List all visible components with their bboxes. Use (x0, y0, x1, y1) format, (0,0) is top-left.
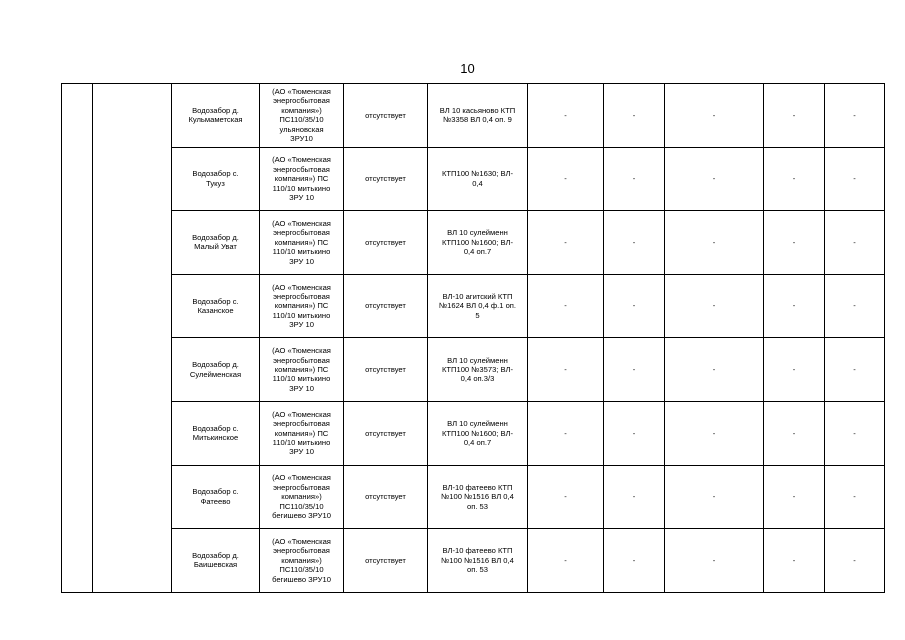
infrastructure-table (61, 83, 885, 593)
dash-cell: - (764, 147, 825, 211)
supplier-line: ПС110/35/10 (279, 115, 324, 125)
supplier-line: энергосбытовая (273, 164, 330, 174)
power-line-cell (428, 211, 528, 275)
dash-cell: - (665, 274, 764, 338)
power-line-line: оп. 53 (466, 501, 488, 511)
dash-cell: - (604, 529, 665, 593)
dash-cell: - (528, 147, 604, 211)
status-cell: отсутствует (344, 211, 428, 275)
dash-cell: - (604, 274, 665, 338)
status-cell: отсутствует (344, 401, 428, 465)
dash-cell: - (528, 465, 604, 529)
dash-cell: - (825, 401, 885, 465)
dash-cell: - (604, 401, 665, 465)
supplier-line: компания») ПС (274, 301, 329, 311)
power-line-line: ВЛ 10 сулейменн (447, 355, 508, 365)
supplier-line: компания») ПС (274, 174, 329, 184)
dash-cell: - (764, 465, 825, 529)
supplier-line: ЗРУ 10 (289, 256, 314, 266)
dash-cell: - (764, 338, 825, 402)
dash-cell: - (665, 465, 764, 529)
table-row (62, 401, 885, 465)
dash-cell: - (604, 211, 665, 275)
supplier-line: (АО «Тюменская (272, 87, 331, 97)
supplier-cell (260, 338, 344, 402)
supplier-cell (260, 84, 344, 148)
supplier-line: компания») ПС (274, 428, 329, 438)
power-line-line: №100 №1516 ВЛ 0,4 (441, 555, 514, 565)
power-line-cell (428, 529, 528, 593)
power-line-line: ВЛ-10 агитский КТП (442, 291, 513, 301)
power-line-line: КТП100 №1630; ВЛ- (441, 169, 514, 179)
table-row (62, 147, 885, 211)
dash-cell: - (528, 84, 604, 148)
power-line-line: 0,4 (472, 178, 483, 188)
table-row (62, 529, 885, 593)
table-row (62, 211, 885, 275)
dash-cell: - (528, 338, 604, 402)
object-cell (172, 338, 260, 402)
object-cell (172, 274, 260, 338)
table-row (62, 274, 885, 338)
dash-cell: - (604, 84, 665, 148)
status-cell: отсутствует (344, 338, 428, 402)
dash-cell: - (764, 529, 825, 593)
power-line-line: 0,4 оп.7 (463, 437, 492, 447)
power-line-line: ВЛ 10 сулейменн (447, 228, 508, 238)
object-line: Митькинское (192, 433, 239, 443)
power-line-line: ВЛ 10 сулейменн (447, 419, 508, 429)
table-row (62, 84, 885, 148)
supplier-line: ПС110/35/10 (279, 565, 324, 575)
supplier-line: энергосбытовая (273, 96, 330, 106)
supplier-cell (260, 147, 344, 211)
object-cell (172, 465, 260, 529)
dash-cell: - (665, 401, 764, 465)
supplier-cell (260, 465, 344, 529)
dash-cell: - (825, 274, 885, 338)
power-line-line: 5 (475, 310, 480, 320)
supplier-line: (АО «Тюменская (272, 282, 331, 292)
supplier-line: (АО «Тюменская (272, 536, 331, 546)
power-line-line: КТП100 №3573; ВЛ- (441, 364, 514, 374)
supplier-line: 110/10 митькино (272, 183, 331, 193)
object-cell (172, 84, 260, 148)
power-line-line: ВЛ-10 фатеево КТП (442, 482, 513, 492)
dash-cell: - (528, 401, 604, 465)
dash-cell: - (604, 465, 665, 529)
object-line: Малый Уват (194, 242, 237, 252)
status-cell: отсутствует (344, 529, 428, 593)
supplier-line: энергосбытовая (273, 482, 330, 492)
dash-cell: - (825, 84, 885, 148)
supplier-cell (260, 401, 344, 465)
object-line: Водозабор с. (192, 487, 239, 497)
object-line: Казанское (197, 306, 234, 316)
dash-cell: - (528, 211, 604, 275)
power-line-line: ВЛ-10 фатеево КТП (442, 546, 513, 556)
power-line-cell (428, 338, 528, 402)
object-line: Тукуз (206, 178, 225, 188)
supplier-line: бегишево ЗРУ10 (272, 574, 331, 584)
supplier-line: 110/10 митькино (272, 247, 331, 257)
merged-number-cell (62, 84, 93, 593)
object-line: Фатеево (200, 496, 231, 506)
dash-cell: - (528, 274, 604, 338)
object-cell (172, 401, 260, 465)
supplier-line: ЗРУ10 (290, 134, 313, 144)
dash-cell: - (825, 211, 885, 275)
object-line: Баишевская (193, 560, 238, 570)
power-line-cell (428, 147, 528, 211)
page-number: 10 (460, 61, 475, 76)
supplier-line: ЗРУ 10 (289, 383, 314, 393)
supplier-line: энергосбытовая (273, 228, 330, 238)
dash-cell: - (764, 274, 825, 338)
object-line: Водозабор д. (192, 233, 239, 243)
supplier-cell (260, 529, 344, 593)
dash-cell: - (604, 147, 665, 211)
supplier-line: компания») (281, 105, 322, 115)
dash-cell: - (528, 529, 604, 593)
power-line-cell (428, 84, 528, 148)
supplier-line: (АО «Тюменская (272, 473, 331, 483)
power-line-line: оп. 53 (466, 565, 488, 575)
supplier-line: (АО «Тюменская (272, 218, 331, 228)
object-line: Водозабор д. (192, 360, 239, 370)
supplier-line: ПС110/35/10 (279, 501, 324, 511)
power-line-line: 0,4 оп.3/3 (460, 374, 495, 384)
power-line-line: ВЛ 10 касьяново КТП (439, 105, 516, 115)
power-line-line: КТП100 №1600; ВЛ- (441, 237, 514, 247)
supplier-line: энергосбытовая (273, 546, 330, 556)
supplier-line: бегишево ЗРУ10 (272, 510, 331, 520)
dash-cell: - (764, 211, 825, 275)
table-row (62, 465, 885, 529)
supplier-line: (АО «Тюменская (272, 409, 331, 419)
object-cell (172, 529, 260, 593)
supplier-line: (АО «Тюменская (272, 346, 331, 356)
dash-cell: - (825, 529, 885, 593)
object-line: Кульмаметская (188, 115, 243, 125)
status-cell: отсутствует (344, 84, 428, 148)
power-line-line: КТП100 №1600; ВЛ- (441, 428, 514, 438)
object-cell (172, 211, 260, 275)
object-line: Водозабор д. (192, 551, 239, 561)
power-line-line: №1624 ВЛ 0,4 ф.1 оп. (438, 301, 517, 311)
object-cell (172, 147, 260, 211)
object-line: Водозабор с. (192, 169, 239, 179)
dash-cell: - (665, 529, 764, 593)
power-line-line: 0,4 оп.7 (463, 247, 492, 257)
status-cell: отсутствует (344, 274, 428, 338)
supplier-line: ЗРУ 10 (289, 320, 314, 330)
dash-cell: - (665, 84, 764, 148)
power-line-cell (428, 274, 528, 338)
supplier-cell (260, 211, 344, 275)
dash-cell: - (764, 84, 825, 148)
supplier-line: ульяновская (279, 124, 324, 134)
dash-cell: - (665, 338, 764, 402)
dash-cell: - (825, 147, 885, 211)
supplier-line: компания») (281, 555, 322, 565)
supplier-line: компания») (281, 492, 322, 502)
power-line-cell (428, 465, 528, 529)
table-row (62, 338, 885, 402)
power-line-cell (428, 401, 528, 465)
dash-cell: - (665, 211, 764, 275)
dash-cell: - (825, 338, 885, 402)
object-line: Водозабор с. (192, 423, 239, 433)
dash-cell: - (604, 338, 665, 402)
object-line: Водозабор с. (192, 296, 239, 306)
dash-cell: - (665, 147, 764, 211)
object-line: Сулейменская (189, 369, 242, 379)
power-line-line: №3358 ВЛ 0,4 оп. 9 (443, 115, 512, 125)
supplier-line: энергосбытовая (273, 355, 330, 365)
status-cell: отсутствует (344, 465, 428, 529)
status-cell: отсутствует (344, 147, 428, 211)
supplier-line: компания») ПС (274, 237, 329, 247)
supplier-line: 110/10 митькино (272, 374, 331, 384)
merged-settlement-cell (93, 84, 172, 593)
supplier-line: компания») ПС (274, 364, 329, 374)
dash-cell: - (764, 401, 825, 465)
supplier-line: 110/10 митькино (272, 437, 331, 447)
object-line: Водозабор д. (192, 105, 239, 115)
power-line-line: №100 №1516 ВЛ 0,4 (441, 492, 514, 502)
supplier-line: энергосбытовая (273, 291, 330, 301)
supplier-line: ЗРУ 10 (289, 193, 314, 202)
supplier-line: (АО «Тюменская (272, 155, 331, 165)
supplier-line: ЗРУ 10 (289, 447, 314, 457)
dash-cell: - (825, 465, 885, 529)
supplier-line: 110/10 митькино (272, 310, 331, 320)
supplier-cell (260, 274, 344, 338)
supplier-line: энергосбытовая (273, 419, 330, 429)
